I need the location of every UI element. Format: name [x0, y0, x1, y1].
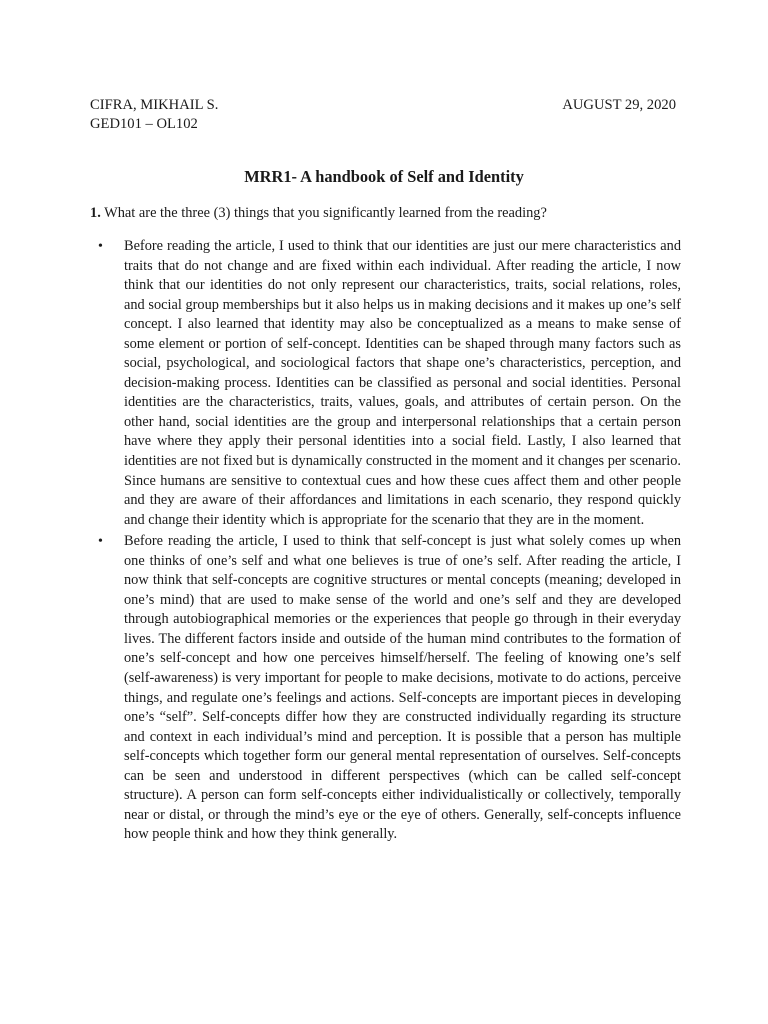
- course-code: GED101 – OL102: [90, 116, 198, 132]
- answer-list: [90, 237, 681, 847]
- document-title: MRR1- A handbook of Self and Identity: [244, 167, 524, 186]
- document-date: AUGUST 29, 2020: [562, 97, 676, 113]
- answer-text-2: Before reading the article, I used to think that self-concept is just what solely comes up when one thinks of one’s self and what one believes is true of one’s self. After reading the article, I now think that self-concepts are cognitive structures or mental concepts (meaning; developed in one’s mind) that are used to make sense of the world and one’s self and they are developed through autobiographical memories or the experiences that people go through in their everyday lives. The different factors inside and outside of the human mind contributes to the formation of one’s self-concept and how one perceives himself/herself. The feeling of knowing one’s self (self-awareness) is very important for people to make decisions, motivate to do actions, perceive things, and regulate one’s feelings and actions. Self-concepts are important pieces in developing one’s “self”. Self-concepts differ how they are constructed individually regarding its structure and context in each individual’s mind and perception. It is possible that a person has multiple self-concepts which together form our general mental representation of ourselves. Self-concepts can be seen and understood in different perspectives (which can be called self-concept structure). A person can form self-concepts either individualistically or collectively, temporally near or distal, or through the mind’s eye or the eye of others. Generally, self-concepts influence how people think and how they think generally.: [124, 533, 681, 843]
- bullet-icon: •: [98, 534, 103, 550]
- bullet-icon: •: [98, 239, 103, 254]
- document-header: [90, 96, 676, 134]
- answer-text-1: Before reading the article, I used to think that our identities are just our mere characteristics and traits that do not change and are fixed within each individual. After reading the article, I now think that our identities do not only represent our characteristics, traits, social relations, roles, and social group memberships but it also helps us in making decisions and it makes up one’s self concept. I also learned that identity may also be conceptualized as a means to make sense of some element or portion of self-concept. Identities can be shaped through many factors such as social, psychological, and sociological factors that shape one’s characteristics, perception, and decision-making process. Identities can be classified as personal and social identities. Personal identities are the characteristics, traits, values, goals, and attributes of certain person. On the other hand, social identities are the group and interpersonal relationships that a certain person have where they apply their personal identities into a social field. Lastly, I also learned that identities are not fixed but is dynamically constructed in the moment and it changes per scenario. Since humans are sensitive to contextual cues and how these cues affect them and other people and they are aware of their affordances and limitations in each scenario, they respond quickly and change their identity which is appropriate for the scenario that they are in the moment.: [124, 238, 681, 528]
- student-info: [90, 96, 218, 134]
- question-1: [90, 204, 678, 222]
- answer-item-2: [90, 532, 681, 845]
- student-name: CIFRA, MIKHAIL S.: [90, 97, 219, 113]
- answer-item-1: [90, 237, 681, 530]
- question-text: What are the three (3) things that you significantly learned from the reading?: [100, 205, 547, 221]
- question-number: 1.: [90, 205, 101, 221]
